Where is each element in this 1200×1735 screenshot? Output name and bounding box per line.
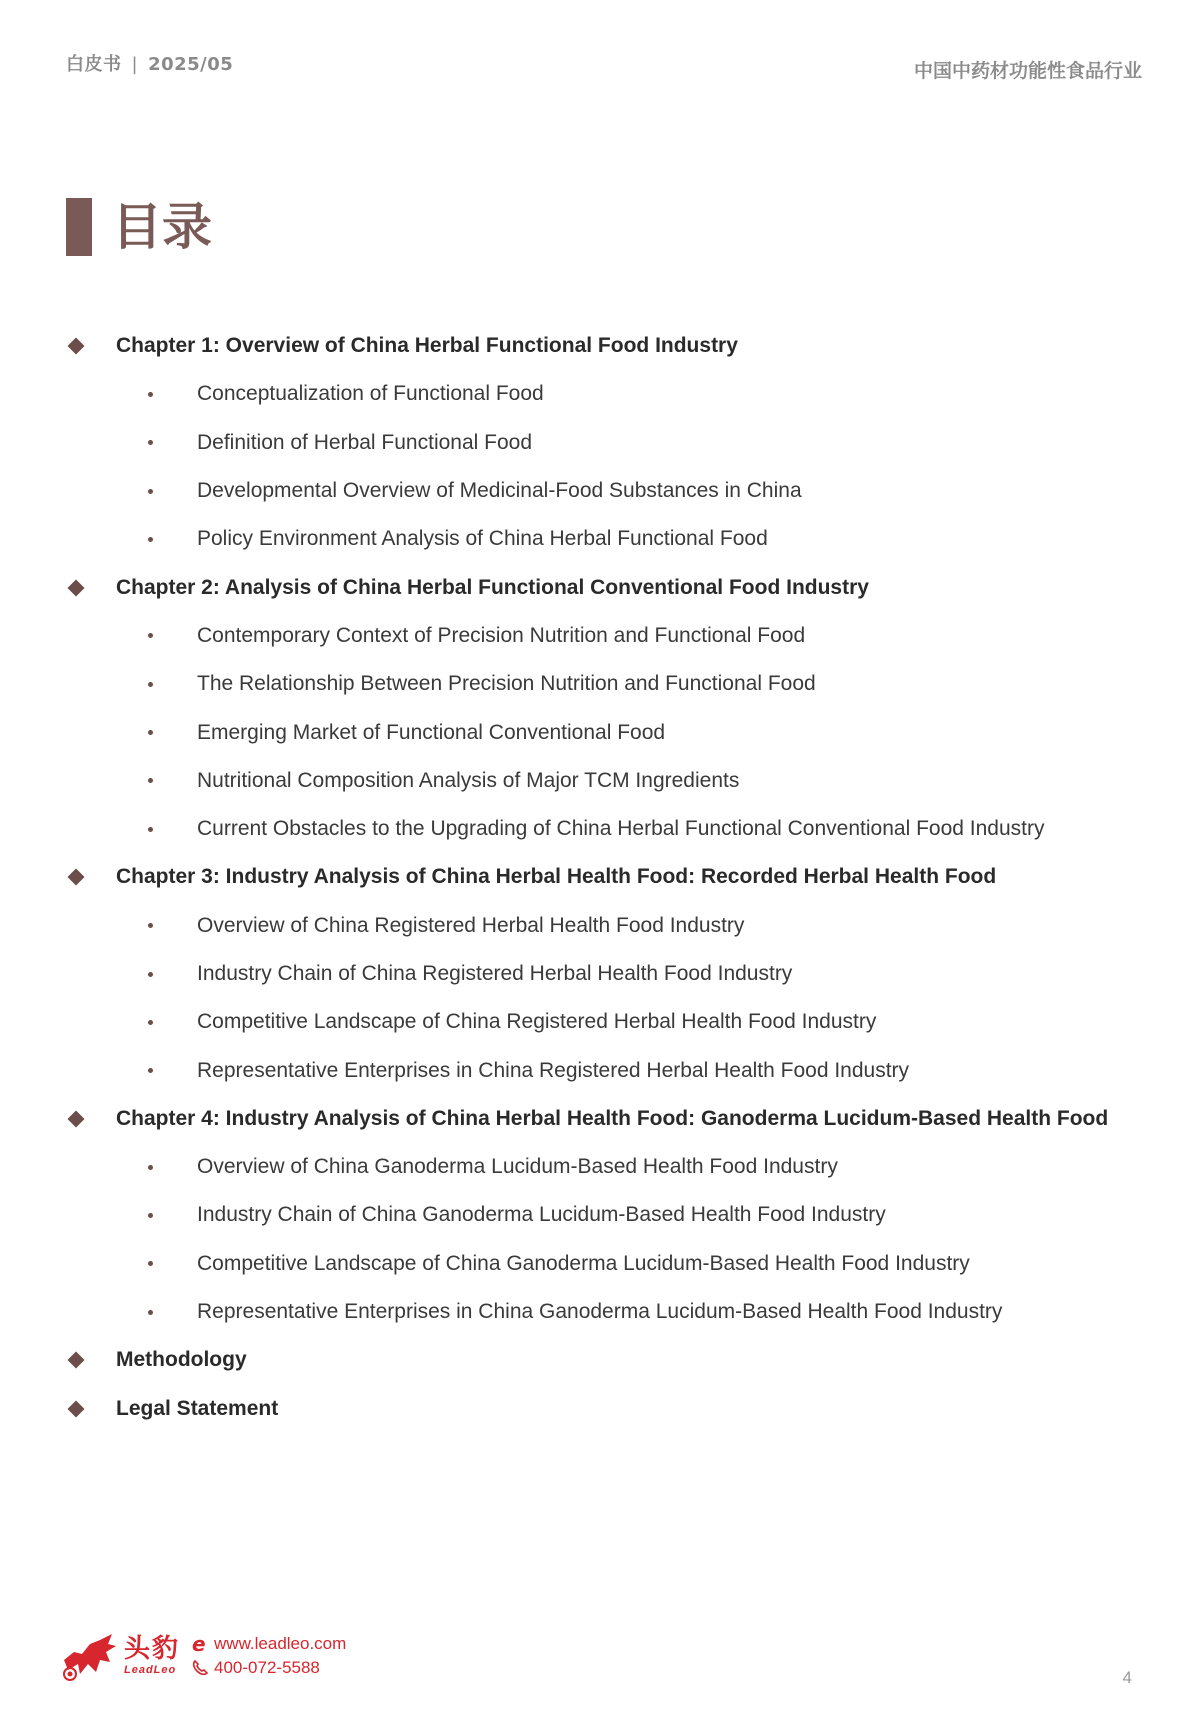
header-separator: | — [131, 54, 139, 75]
phone-number: 400-072-5588 — [214, 1658, 320, 1677]
dot-bullet-icon — [148, 537, 153, 542]
doc-type: 白皮书 — [66, 54, 122, 75]
toc-item[interactable] — [66, 419, 1156, 467]
chapter-title: Chapter 2: Analysis of China Herbal Functional Conventional Food Industry — [116, 575, 869, 599]
toc-item[interactable] — [66, 1240, 1156, 1288]
contact-info — [190, 1632, 346, 1680]
toc-chapter-2[interactable] — [66, 563, 1156, 611]
dot-bullet-icon — [148, 1261, 153, 1266]
toc-item[interactable] — [66, 612, 1156, 660]
header-left — [66, 50, 233, 76]
page-number: 4 — [1122, 1668, 1132, 1687]
toc-item-label: Overview of China Ganoderma Lucidum-Based Health Food Industry — [197, 1155, 838, 1179]
dot-bullet-icon — [148, 827, 153, 832]
diamond-bullet-icon — [68, 1110, 85, 1127]
industry-label: 中国中药材功能性食品行业 — [913, 60, 1142, 82]
chapter-title: Legal Statement — [116, 1396, 279, 1420]
toc-item[interactable] — [66, 660, 1156, 708]
toc-item-label: Competitive Landscape of China Ganoderma Lucidum-Based Health Food Industry — [197, 1251, 970, 1275]
dot-bullet-icon — [148, 972, 153, 977]
toc-item[interactable] — [66, 708, 1156, 756]
phone-row — [190, 1656, 346, 1680]
chapter-title: Methodology — [116, 1348, 247, 1372]
phone-icon — [190, 1658, 210, 1678]
diamond-bullet-icon — [68, 869, 85, 886]
dot-bullet-icon — [148, 489, 153, 494]
leopard-logo-icon — [60, 1630, 118, 1682]
toc-item-label: Representative Enterprises in China Ganoderma Lucidum-Based Health Food Industry — [197, 1300, 1003, 1324]
toc-item[interactable] — [66, 1191, 1156, 1239]
toc-chapter-3[interactable] — [66, 853, 1156, 901]
toc-item[interactable] — [66, 1046, 1156, 1094]
title-accent-bar — [66, 198, 92, 256]
diamond-bullet-icon — [68, 1352, 85, 1369]
toc-item-label: Conceptualization of Functional Food — [197, 382, 544, 406]
toc-item-label: Industry Chain of China Ganoderma Lucidum-Based Health Food Industry — [197, 1203, 886, 1227]
toc-item-label: Contemporary Context of Precision Nutrition and Functional Food — [197, 623, 806, 647]
toc-chapter-4[interactable] — [66, 1095, 1156, 1143]
dot-bullet-icon — [148, 440, 153, 445]
brand-name-cn: 头豹 — [124, 1634, 181, 1664]
dot-bullet-icon — [148, 633, 153, 638]
toc-item-label: Nutritional Composition Analysis of Major TCM Ingredients — [197, 768, 740, 792]
toc-item[interactable] — [66, 805, 1156, 853]
diamond-bullet-icon — [68, 1400, 85, 1417]
dot-bullet-icon — [148, 730, 153, 735]
svg-text:e: e — [192, 1634, 206, 1654]
toc-methodology[interactable] — [66, 1336, 1156, 1384]
dot-bullet-icon — [148, 1068, 153, 1073]
page-title: 目录 — [112, 198, 212, 256]
toc-item-label: Competitive Landscape of China Registered Herbal Health Food Industry — [197, 1010, 877, 1034]
toc-item[interactable] — [66, 757, 1156, 805]
toc-item[interactable] — [66, 1288, 1156, 1336]
toc-item[interactable] — [66, 902, 1156, 950]
website-row[interactable] — [190, 1632, 346, 1656]
chapter-title: Chapter 4: Industry Analysis of China Herbal Health Food: Ganoderma Lucidum-Based Health Food — [116, 1106, 1109, 1130]
toc-item-label: Developmental Overview of Medicinal-Food Substances in China — [197, 479, 802, 503]
table-of-contents — [66, 322, 1156, 1433]
web-e-icon — [190, 1634, 210, 1654]
dot-bullet-icon — [148, 923, 153, 928]
toc-item[interactable] — [66, 1143, 1156, 1191]
diamond-bullet-icon — [68, 579, 85, 596]
page-title-block — [66, 198, 212, 256]
toc-item[interactable] — [66, 515, 1156, 563]
dot-bullet-icon — [148, 1020, 153, 1025]
dot-bullet-icon — [148, 392, 153, 397]
toc-item-label: Representative Enterprises in China Registered Herbal Health Food Industry — [197, 1058, 910, 1082]
toc-item[interactable] — [66, 370, 1156, 418]
brand-logo-text — [124, 1635, 180, 1677]
dot-bullet-icon — [148, 1213, 153, 1218]
diamond-bullet-icon — [68, 338, 85, 355]
toc-item-label: Current Obstacles to the Upgrading of China Herbal Functional Conventional Food Industry — [197, 817, 1045, 841]
dot-bullet-icon — [148, 682, 153, 687]
toc-chapter-1[interactable] — [66, 322, 1156, 370]
toc-item-label: The Relationship Between Precision Nutrition and Functional Food — [197, 672, 816, 696]
toc-item-label: Industry Chain of China Registered Herbal Health Food Industry — [197, 962, 793, 985]
chapter-title: Chapter 1: Overview of China Herbal Functional Food Industry — [116, 334, 738, 358]
toc-item[interactable] — [66, 467, 1156, 515]
toc-item-label: Definition of Herbal Functional Food — [197, 430, 533, 454]
dot-bullet-icon — [148, 1310, 153, 1315]
website-link[interactable]: www.leadleo.com — [214, 1634, 347, 1653]
toc-legal-statement[interactable] — [66, 1385, 1156, 1433]
chapter-title: Chapter 3: Industry Analysis of China Herbal Health Food: Recorded Herbal Health Food — [116, 865, 997, 889]
toc-item-label: Overview of China Registered Herbal Health Food Industry — [197, 913, 745, 937]
toc-item-label: Policy Environment Analysis of China Herbal Functional Food — [197, 527, 768, 551]
toc-item-label: Emerging Market of Functional Conventional Food — [197, 720, 666, 744]
brand-name-en: LeadLeo — [124, 1664, 177, 1676]
dot-bullet-icon — [148, 1165, 153, 1170]
footer-brand — [60, 1630, 346, 1682]
toc-item[interactable] — [66, 998, 1156, 1046]
doc-date: 2025/05 — [148, 54, 234, 75]
toc-item[interactable] — [66, 950, 1156, 998]
dot-bullet-icon — [148, 778, 153, 783]
